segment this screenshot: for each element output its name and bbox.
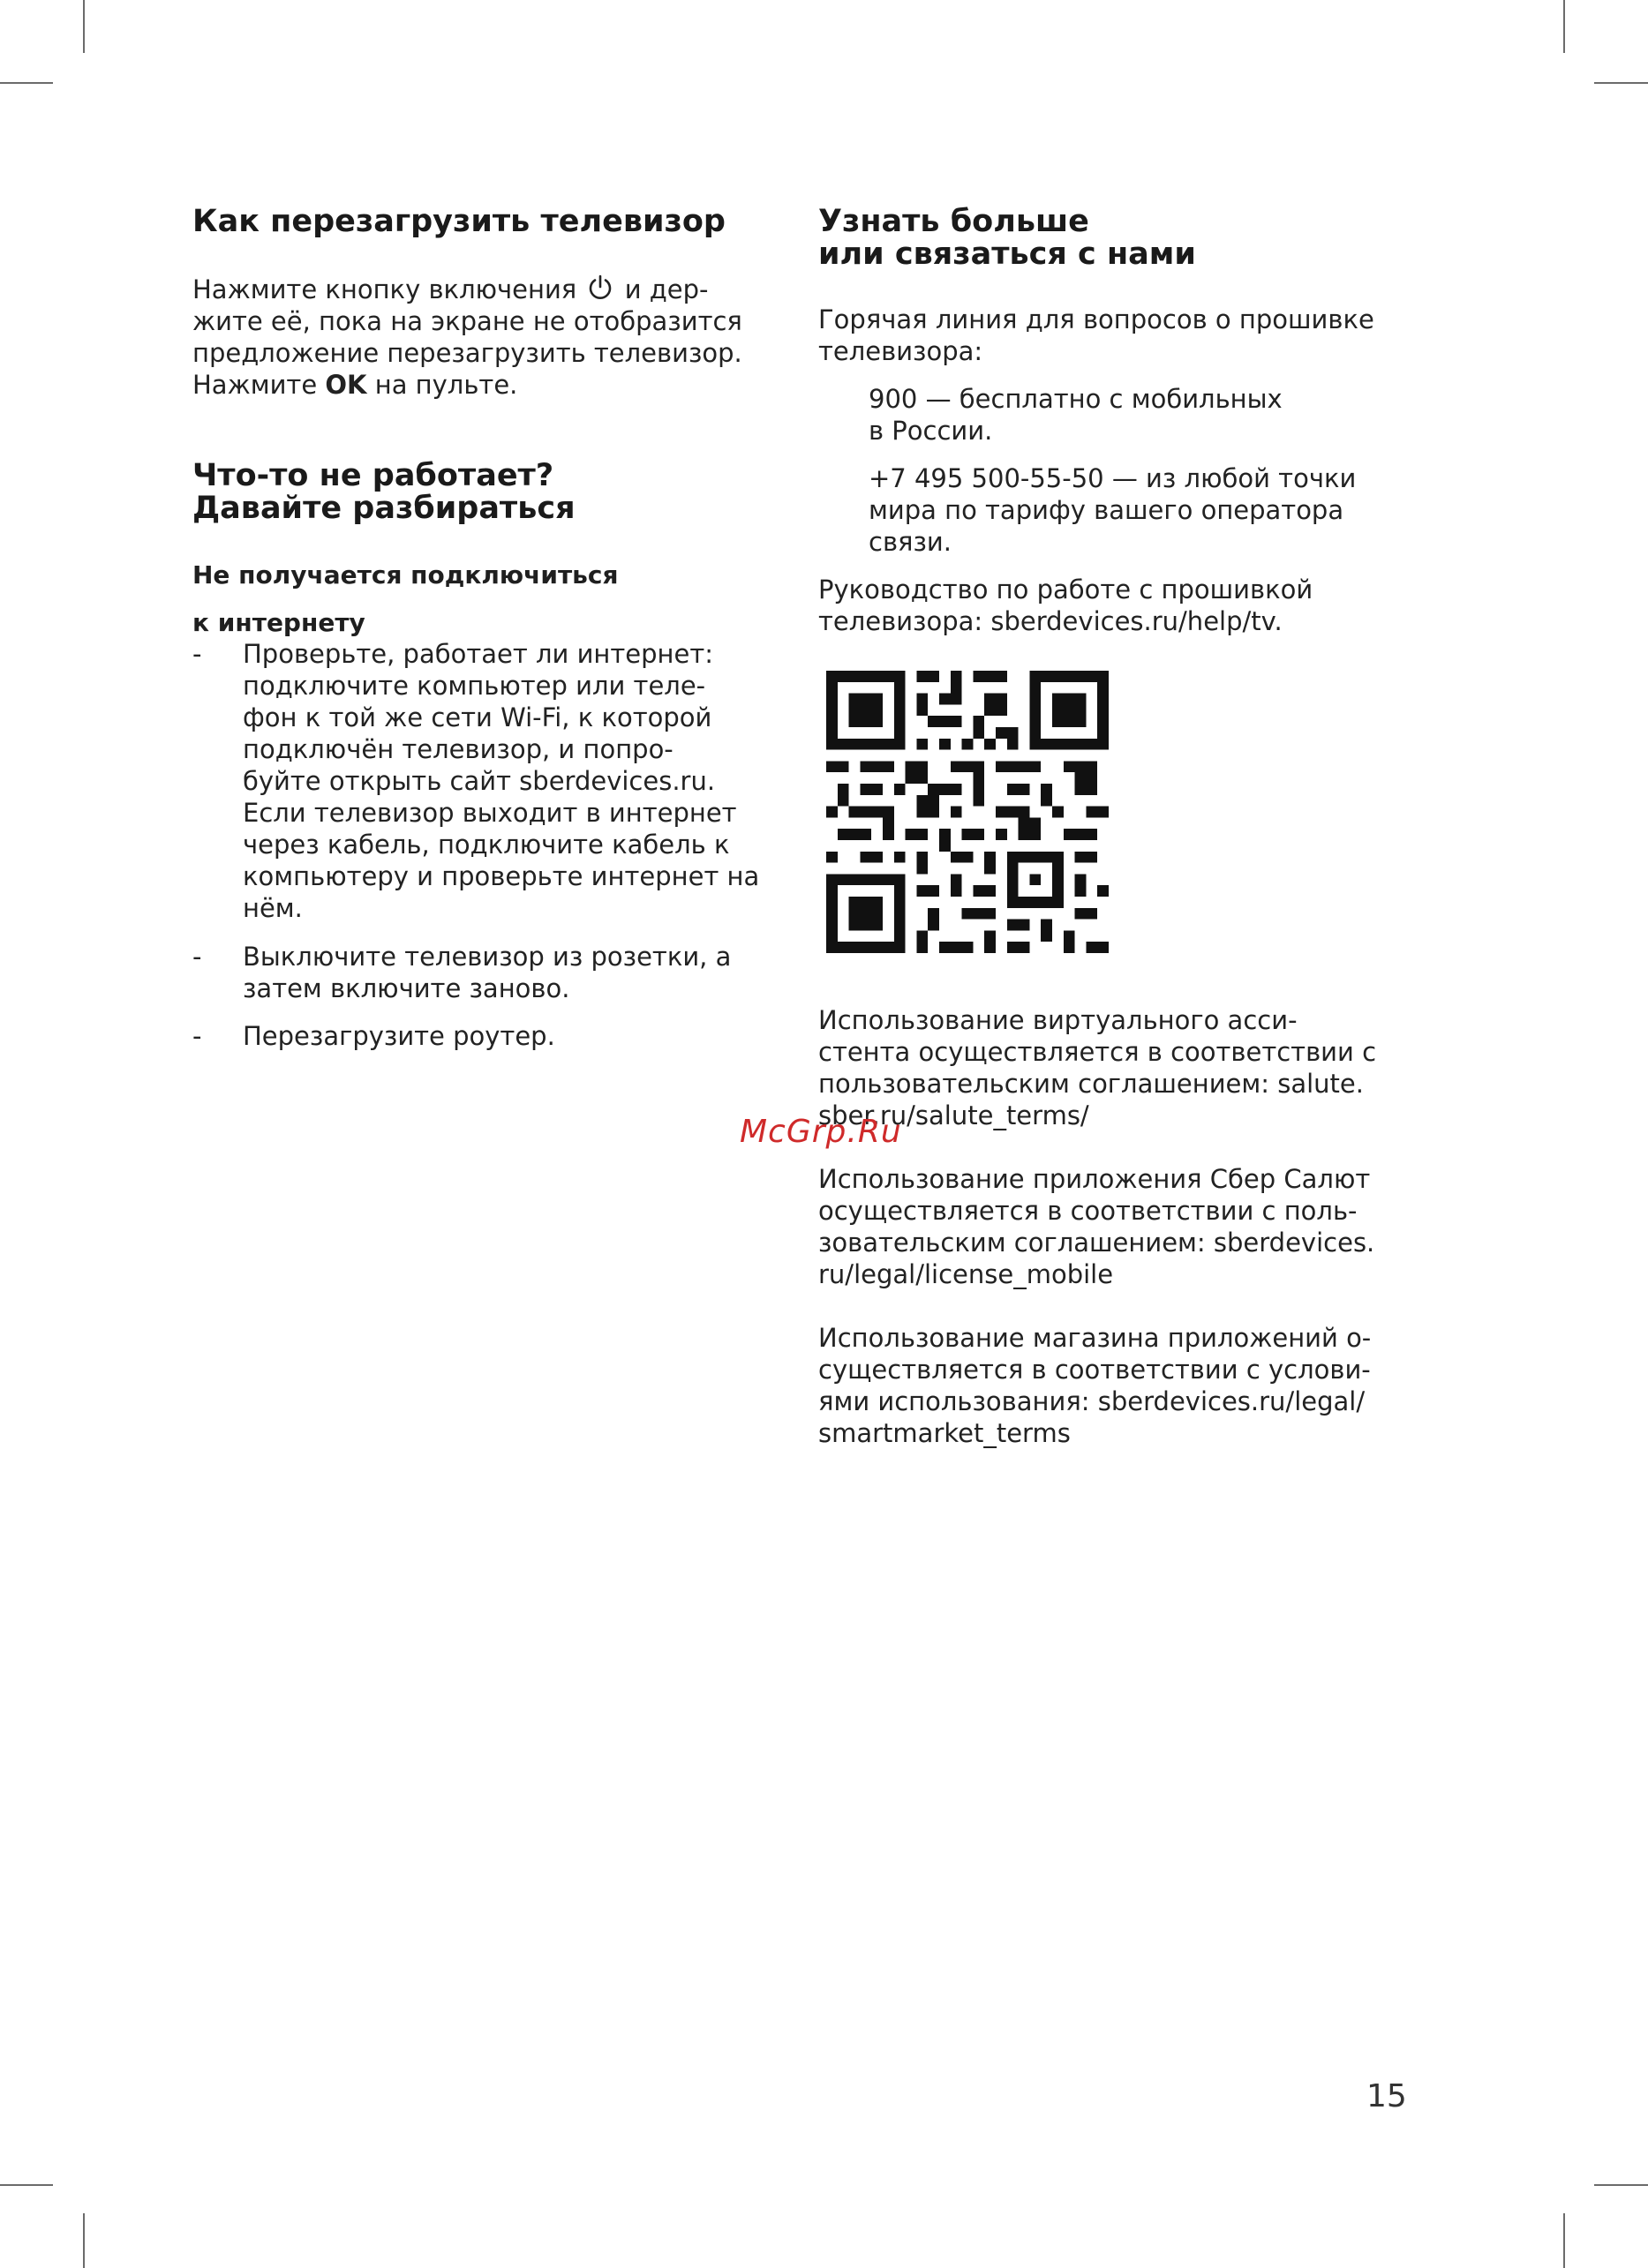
phone-free-mobile: 900 — бесплатно с мобильных в России. [869,384,1283,446]
bullet-text: Выключите телевизор из розетки, а затем включите заново. [243,942,732,1003]
crop-mark-top-left-v [83,0,85,53]
trouble-title: Что-то не работает? Давайте разбираться [192,458,576,526]
crop-mark-bottom-left-v [83,2213,85,2268]
crop-mark-top-right-v [1563,0,1565,53]
restart-line4-after: на пульте. [366,370,518,400]
restart-line4-before: Нажмите [192,370,326,400]
crop-mark-top-left-h [0,82,53,84]
bullet-dash: - [192,639,202,669]
qr-code-icon [826,671,1109,953]
store-terms-text: Использование магазина приложений о- существляется в соответствии с услови- ями использования: sberdevices.ru/legal/ smartmarket_terms [818,1323,1372,1448]
restart-title: Как перезагрузить телевизор [192,204,726,239]
restart-instructions [192,274,742,401]
page-number: 15 [1366,2078,1407,2114]
phone-international: +7 495 500-55-50 — из любой точки мира по тарифу вашего оператора связи. [869,463,1357,557]
crop-mark-bottom-right-h [1594,2184,1648,2186]
crop-mark-bottom-left-h [0,2184,53,2186]
list-item [192,1020,775,1055]
hotline-text: Горячая линия для вопросов о прошивке телевизора: [818,304,1374,366]
bullet-dash: - [192,1021,202,1051]
firmware-guide-text: Руководство по работе с прошивкой телевизора: sberdevices.ru/help/tv. [818,575,1313,636]
restart-line1-after: и дер- [624,274,709,304]
crop-mark-bottom-right-v [1563,2213,1565,2268]
firmware-guide-link[interactable]: телевизора: sberdevices.ru/help/tv. [818,606,1283,636]
restart-line1-before: Нажмите кнопку включения [192,274,577,304]
trouble-subtitle: Не получается подключиться к интернету [192,560,619,637]
app-terms-text: Использование приложения Сбер Салют осуществляется в соответствии с поль- зовательским соглашением: sberdevices. ru/legal/license_mobile [818,1164,1375,1289]
power-icon [586,274,614,302]
list-item [192,638,775,929]
watermark: McGrp.Ru [740,1114,902,1150]
crop-mark-top-right-h [1594,82,1648,84]
restart-line2: жите её, пока на экране не отобразится [192,306,742,336]
assistant-terms-text: Использование виртуального асси- стента осуществляется в соответствии с пользовательским соглашением: salute. sber.ru/salute_terms/ [818,1005,1377,1130]
bullet-text: Перезагрузите роутер. [243,1021,555,1051]
contact-title: Узнать больше или связаться с нами [818,204,1196,272]
restart-line3: предложение перезагрузить телевизор. [192,338,742,368]
ok-key-label: OK [325,370,367,400]
bullet-dash: - [192,942,202,972]
bullet-text: Проверьте, работает ли интернет: подключите компьютер или теле- фон к той же сети Wi-Fi, к которой подключён телевизор, и попро- буйте открыть сайт sberdevices.ru. Если телевизор выходит в интернет через кабель, подключите кабель к компьютеру и проверьте интернет на нём. [243,639,760,923]
list-item [192,941,775,1011]
